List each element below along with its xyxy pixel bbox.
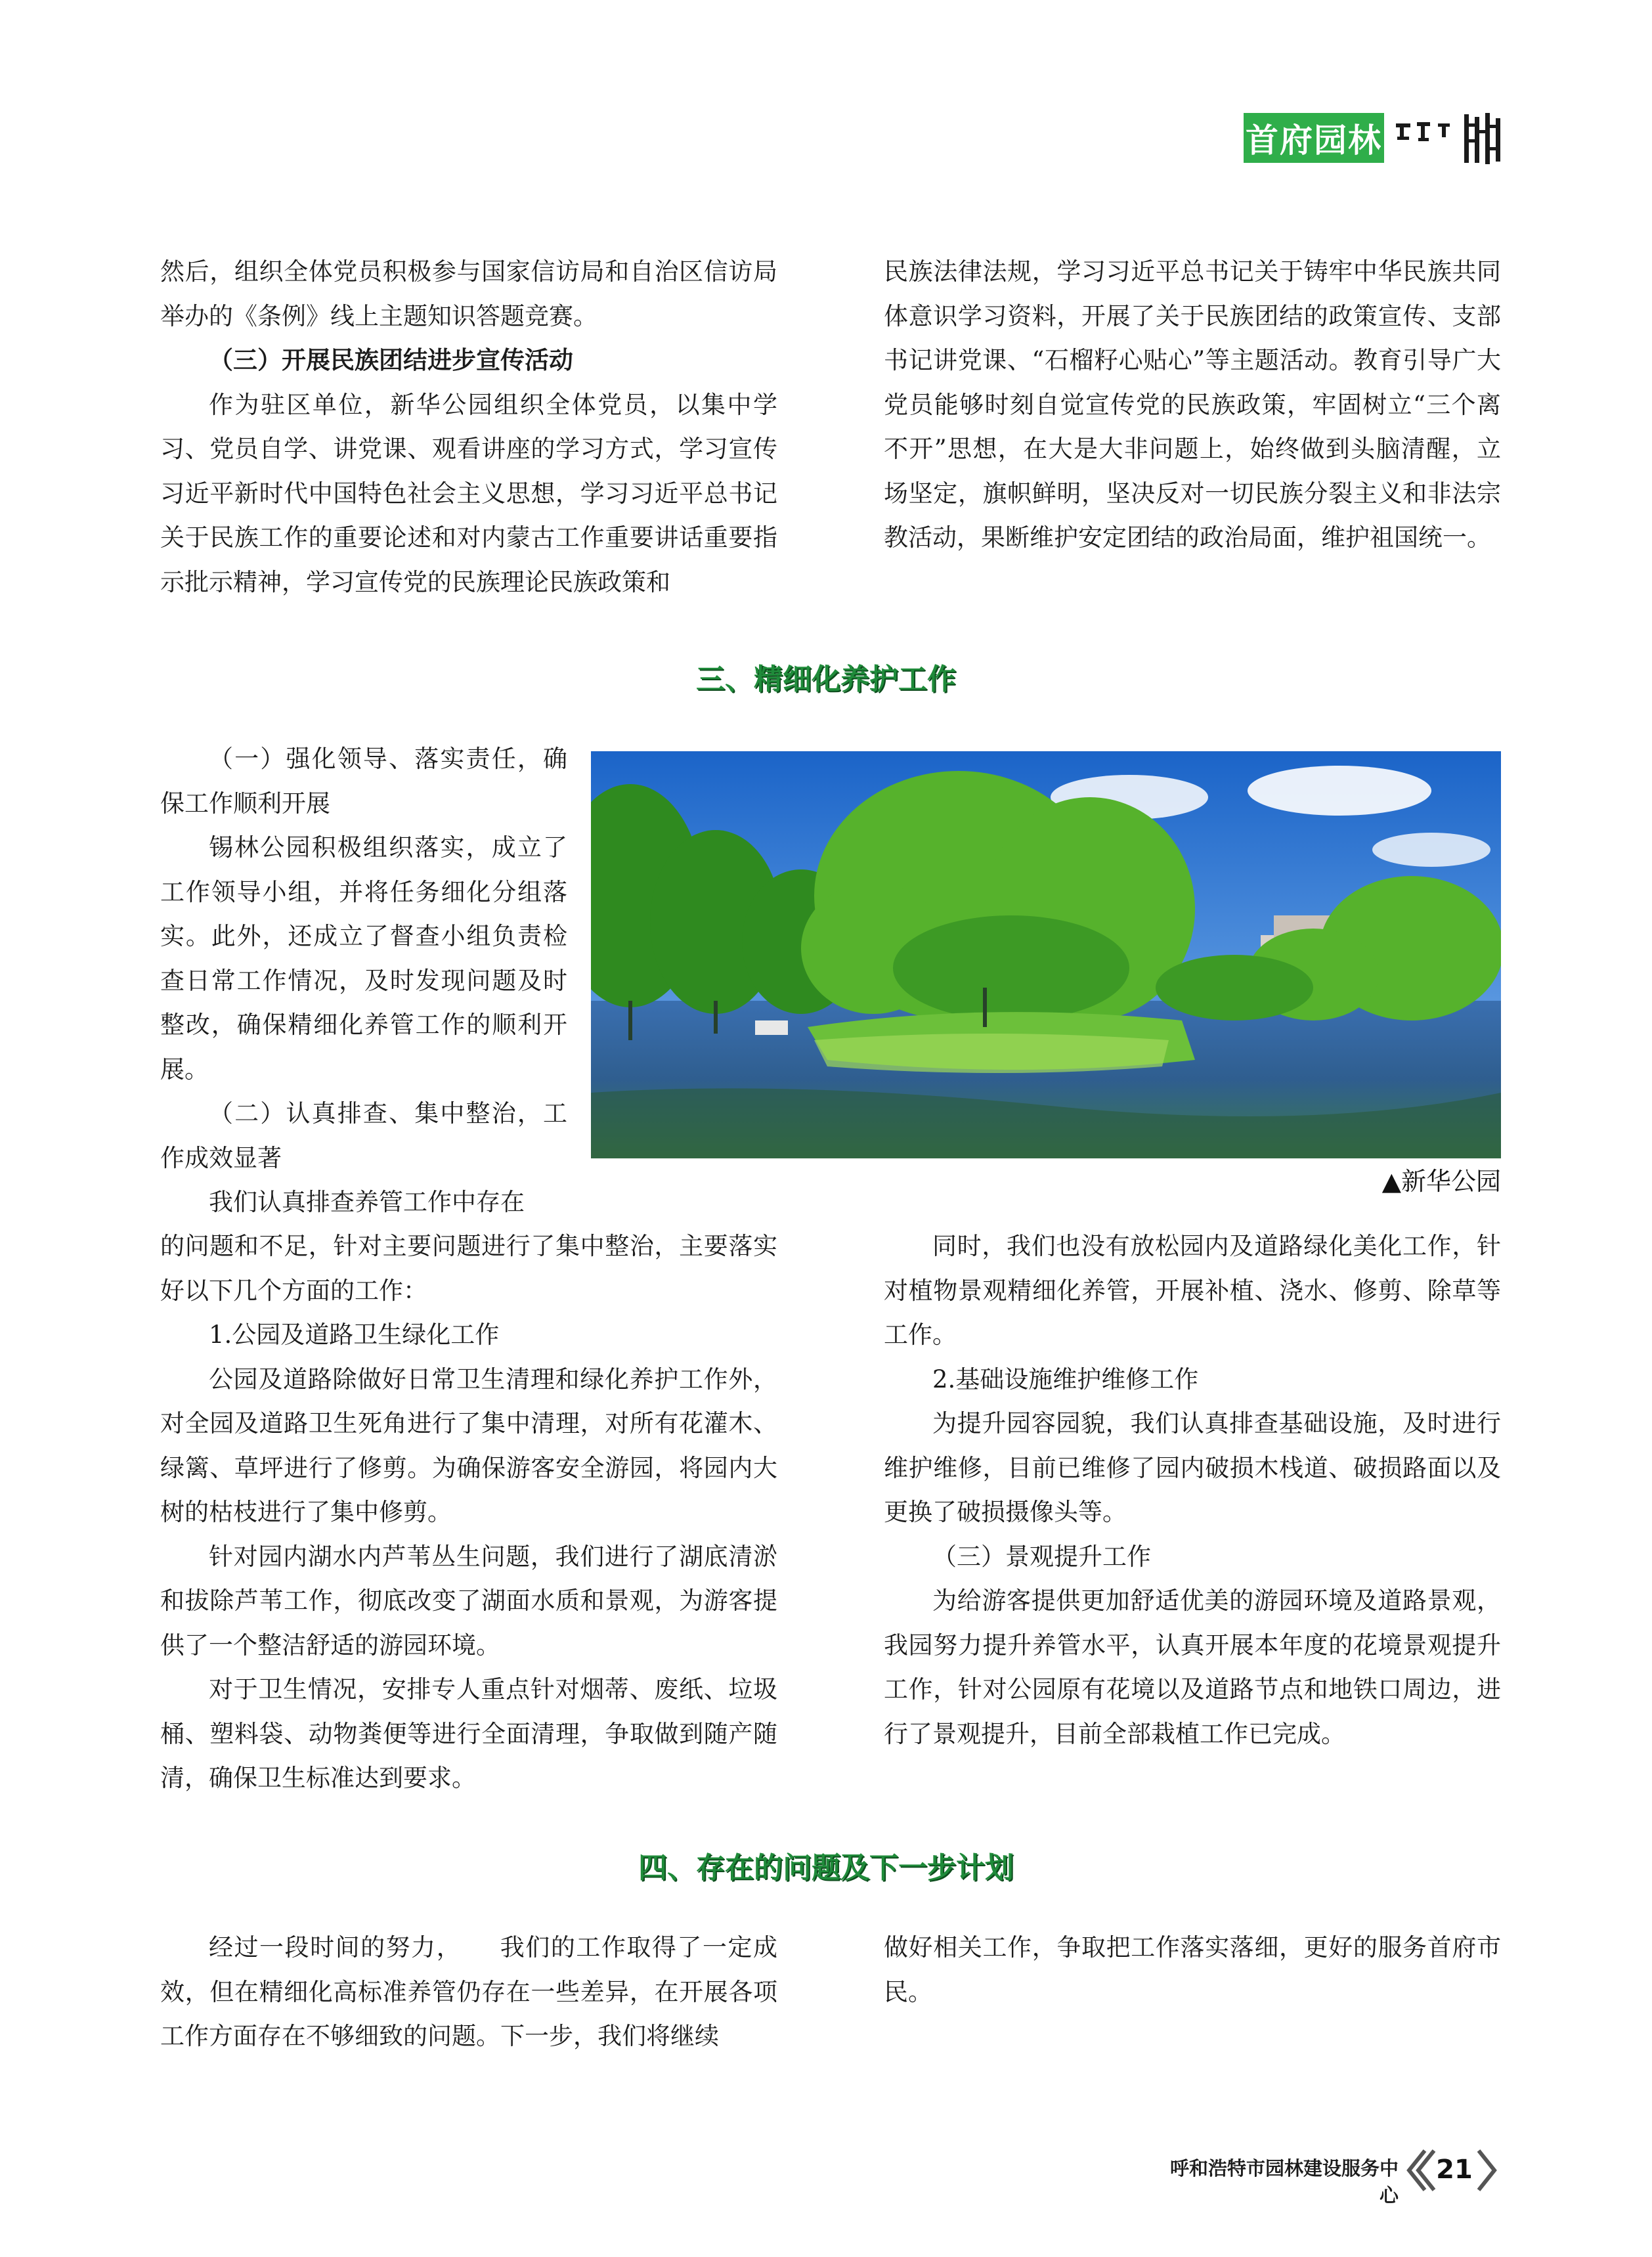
paragraph: 为给游客提供更加舒适优美的游园环境及道路景观，我园努力提升养管水平，认真开展本年度的花境景观提升工作，针对公园原有花境以及道路节点和地铁口周边，进行了景观提升，目前全部栽植工作已完成。 [884,1587,1501,1748]
subheading: 1.公园及道路卫生绿化工作 [209,1321,500,1349]
subheading: （二）认真排查、集中整治，工作成效显著 [160,1099,567,1172]
magazine-brand-badge: 首府园林 [1244,113,1384,163]
paragraph: 对于卫生情况，安排专人重点针对烟蒂、废纸、垃圾桶、塑料袋、动物粪便等进行全面清理，争取做到随产随清，确保卫生标准达到要求。 [160,1675,777,1792]
paragraph: 然后，组织全体党员积极参与国家信访局和自治区信访局举办的《条例》线上主题知识答题竞赛。 [160,257,777,330]
subheading: （一）强化领导、落实责任，确保工作顺利开展 [160,745,567,818]
section-title: 四、存在的问题及下一步计划 [638,1851,1014,1885]
mongolian-script-logo-icon [1391,110,1509,167]
section3-left-column [160,1224,777,1801]
paragraph: 我们认真排查养管工作中存在 [209,1188,525,1216]
subheading: 2.基础设施维护维修工作 [932,1365,1199,1393]
page-number: 21 [1436,2155,1473,2185]
section-title: 三、精细化养护工作 [696,663,956,696]
top-left-column [160,250,777,604]
paragraph: 经过一段时间的努力， 我们的工作取得了一定成效，但在精细化高标准养管仍存在一些差异，在开展各项工作方面存在不够细致的问题。下一步，我们将继续 [160,1933,777,2050]
footer-organization: 呼和浩特市园林建设服务中心 [1169,2157,1399,2206]
subheading: （三）景观提升工作 [932,1542,1151,1571]
section4-left-column [160,1925,777,2059]
subheading: （三）开展民族团结进步宣传活动 [209,345,573,374]
section4-right-column [884,1925,1501,2014]
paragraph: 作为驻区单位，新华公园组织全体党员，以集中学习、党员自学、讲党课、观看讲座的学习方式，学习宣传习近平新时代中国特色社会主义思想，学习习近平总书记关于民族工作的重要论述和对内蒙古工作重要讲话重要指示批示精神，学习宣传党的民族理论民族政策和 [160,390,777,596]
narrow-column [160,737,567,1225]
photo-caption: ▲新华公园 [1381,1167,1501,1196]
paragraph: 公园及道路除做好日常卫生清理和绿化养护工作外，对全园及道路卫生死角进行了集中清理，对所有花灌木、绿篱、草坪进行了修剪。为确保游客安全游园，将园内大树的枯枝进行了集中修剪。 [160,1365,777,1526]
paragraph: 民族法律法规，学习习近平总书记关于铸牢中华民族共同体意识学习资料，开展了关于民族团结的政策宣传、支部书记讲党课、“石榴籽心贴心”等主题活动。教育引导广大党员能够时刻自觉宣传党的民族政策，牢固树立“三个离不开”思想，在大是大非问题上，始终做到头脑清醒，立场坚定，旗帜鲜明，坚决反对一切民族分裂主义和非法宗教活动，果断维护安定团结的政治局面，维护祖国统一。 [884,257,1501,552]
top-right-column [884,250,1501,560]
paragraph: 为提升园容园貌，我们认真排查基础设施，及时进行维护维修，目前已维修了园内破损木栈道、破损路面以及更换了破损摄像头等。 [884,1409,1501,1526]
paragraph: 同时，我们也没有放松园内及道路绿化美化工作，针对植物景观精细化养管，开展补植、浇水、修剪、除草等工作。 [884,1232,1501,1349]
paragraph: 做好相关工作，争取把工作落实落细，更好的服务首府市民。 [884,1933,1501,2006]
paragraph: 的问题和不足，针对主要问题进行了集中整治，主要落实好以下几个方面的工作： [160,1232,777,1305]
paragraph: 针对园内湖水内芦苇丛生问题，我们进行了湖底清淤和拔除芦苇工作，彻底改变了湖面水质和景观，为游客提供了一个整洁舒适的游园环境。 [160,1542,777,1659]
park-photo [591,751,1501,1158]
paragraph: 锡林公园积极组织落实，成立了工作领导小组，并将任务细化分组落实。此外，还成立了督查小组负责检查日常工作情况，及时发现问题及时整改，确保精细化养管工作的顺利开展。 [160,833,567,1084]
section3-right-column [884,1224,1501,1756]
